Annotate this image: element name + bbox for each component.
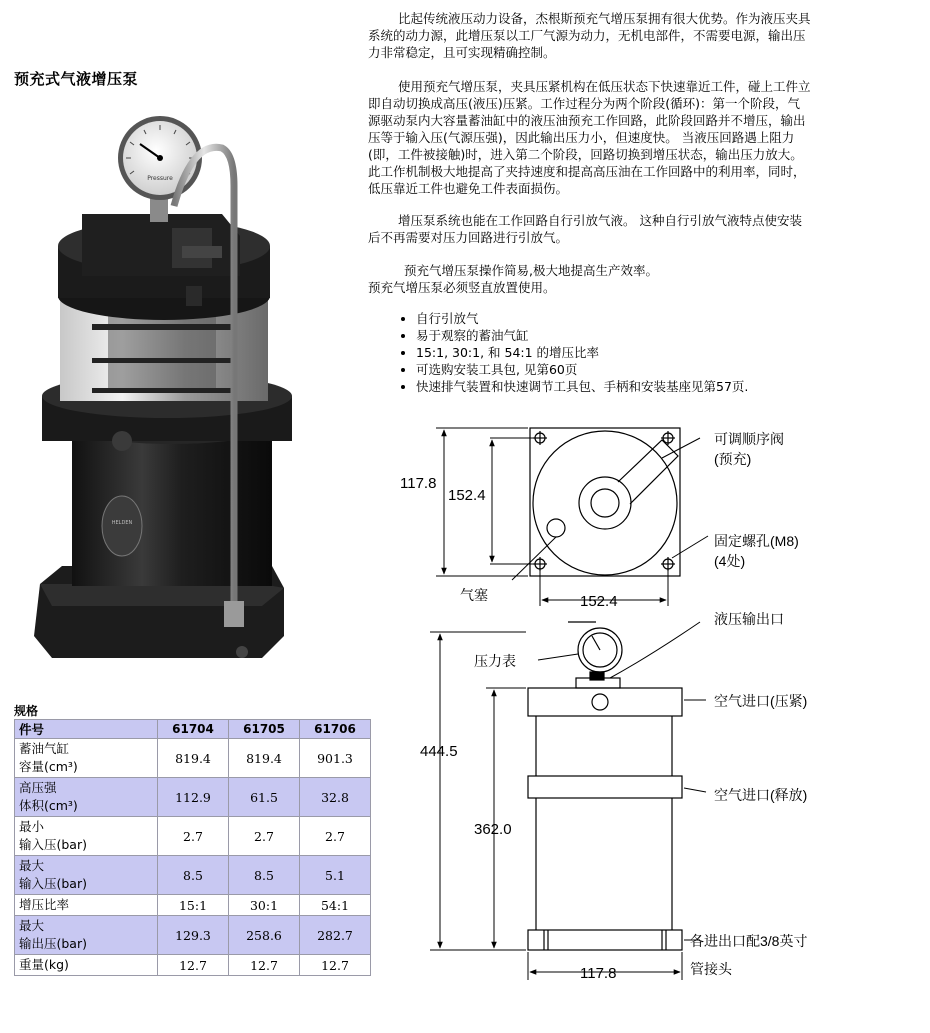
column-header: 件号 (15, 720, 158, 739)
column-header: 61704 (158, 720, 229, 739)
dim-label: 152.4 (580, 593, 618, 610)
table-cell: 12.7 (229, 955, 300, 976)
table-cell: 2.7 (300, 817, 371, 856)
page-title: 预充式气液增压泵 (14, 70, 139, 88)
dim-label: 444.5 (420, 743, 458, 760)
table-cell: 5.1 (300, 856, 371, 895)
gauge-label: Pressure (147, 175, 173, 182)
table-cell: 54:1 (300, 895, 371, 916)
table-cell: 30:1 (229, 895, 300, 916)
row-label: 最小 输入压(bar) (15, 817, 158, 856)
hyd-outlet-label: 液压输出口 (714, 611, 784, 627)
row-label: 最大 输出压(bar) (15, 916, 158, 955)
bolt-hole (661, 557, 675, 571)
side-dimensions (430, 622, 706, 980)
feature-list (398, 310, 748, 395)
spec-heading: 规格 (14, 704, 39, 718)
table-cell: 12.7 (158, 955, 229, 976)
table-cell: 819.4 (158, 739, 229, 778)
side-view (528, 622, 682, 950)
top-dimensions (436, 428, 708, 606)
gauge-callout: 压力表 (474, 653, 516, 669)
text-line: 即自动切换成高压(液压)压紧。工作过程分为两个阶段(循环)：第一个阶段，气 (368, 96, 801, 111)
table-header-row (15, 720, 371, 739)
column-header: 61705 (229, 720, 300, 739)
valve-label-sub: (预充) (714, 451, 752, 467)
table-row (15, 778, 371, 817)
ports-label-sub: 管接头 (690, 961, 732, 977)
valve-label: 可调顺序阀 (714, 431, 784, 447)
operation-paragraph (368, 78, 892, 197)
list-item: • 可选购安装工具包, 见第60页 (416, 361, 748, 378)
table-row (15, 895, 371, 916)
spec-table (14, 719, 371, 976)
row-label: 高压强 体积(cm³) (15, 778, 158, 817)
table-cell: 258.6 (229, 916, 300, 955)
row-label: 重量(kg) (15, 955, 158, 976)
list-item: • 快速排气装置和快速调节工具包、手柄和安装基座见第57页. (416, 378, 748, 395)
list-item: • 易于观察的蓄油气缸 (416, 327, 748, 344)
table-cell: 32.8 (300, 778, 371, 817)
dim-label: 362.0 (474, 821, 512, 838)
table-cell: 112.9 (158, 778, 229, 817)
text-line: 使用预充气增压泵，夹具压紧机构在低压状态下快速靠近工件，碰上工件立 (398, 79, 811, 94)
text-line: 压等于输入压(气源压强)，因此输出压力小，但速度快。 当液压回路遇上阻力 (368, 130, 795, 145)
row-label: 最大 输入压(bar) (15, 856, 158, 895)
bleed-paragraph (368, 212, 892, 246)
dimension-drawing (400, 410, 900, 990)
list-item: • 自行引放气 (416, 310, 748, 327)
dim-label: 117.8 (400, 475, 437, 492)
bolt-hole (533, 431, 547, 445)
column-header: 61706 (300, 720, 371, 739)
table-cell: 8.5 (158, 856, 229, 895)
dim-label: 152.4 (448, 487, 486, 504)
table-row (15, 856, 371, 895)
text-line: 预充气增压泵操作简易,极大地提高生产效率。 (404, 263, 658, 278)
text-line: (即，工件被接触)时，进入第二个阶段，回路切换到增压状态，输出压力放大。 (368, 147, 803, 162)
row-label: 增压比率 (15, 895, 158, 916)
air-clamp-label: 空气进口(压紧) (714, 693, 808, 709)
dim-label: 117.8 (580, 965, 617, 982)
text-line: 低压靠近工件也避免工件表面损伤。 (368, 181, 569, 196)
product-photo (22, 96, 322, 676)
text-line: 此工作机制极大地提高了夹持速度和提高高压油在工作回路中的利用率，同时， (368, 164, 806, 179)
table-row (15, 739, 371, 778)
ports-label: 各进出口配3/8英寸 (690, 933, 808, 949)
table-cell: 15:1 (158, 895, 229, 916)
air-release-label: 空气进口(释放) (714, 787, 808, 803)
text-line: 源驱动泵内大容量蓄油缸中的液压油预充工作回路，此阶段回路并不增压，输出 (368, 113, 806, 128)
table-cell: 819.4 (229, 739, 300, 778)
table-cell: 129.3 (158, 916, 229, 955)
table-row (15, 916, 371, 955)
bolt-label: 固定螺孔(M8) (714, 533, 799, 549)
text-line: 比起传统液压动力设备，杰根斯预充气增压泵拥有很大优势。作为液压夹具 (398, 11, 811, 26)
text-line: 力非常稳定，且可实现精确控制。 (368, 45, 556, 60)
bolt-hole (533, 557, 547, 571)
bolt-hole (661, 431, 675, 445)
list-item: • 15:1, 30:1, 和 54:1 的增压比率 (416, 344, 748, 361)
table-row (15, 817, 371, 856)
table-cell: 282.7 (300, 916, 371, 955)
table-row (15, 955, 371, 976)
table-cell: 8.5 (229, 856, 300, 895)
table-cell: 2.7 (229, 817, 300, 856)
top-view (530, 428, 680, 576)
intro-paragraph (368, 10, 892, 61)
text-line: 预充气增压泵必须竖直放置使用。 (368, 280, 556, 295)
text-line: 后不再需要对压力回路进行引放气。 (368, 230, 569, 245)
usage-paragraph (368, 262, 892, 296)
table-cell: 901.3 (300, 739, 371, 778)
plug-label: 气塞 (460, 587, 488, 603)
bolt-label-sub: (4处) (714, 553, 746, 569)
brand-label: HELDEN (111, 520, 133, 526)
table-cell: 2.7 (158, 817, 229, 856)
text-line: 增压泵系统也能在工作回路自行引放气液。 这种自行引放气液特点使安装 (398, 213, 802, 228)
row-label: 蓄油气缸 容量(cm³) (15, 739, 158, 778)
table-cell: 61.5 (229, 778, 300, 817)
text-line: 系统的动力源，此增压泵以工厂气源为动力，无机电部件，不需要电源，输出压 (368, 28, 806, 43)
table-cell: 12.7 (300, 955, 371, 976)
